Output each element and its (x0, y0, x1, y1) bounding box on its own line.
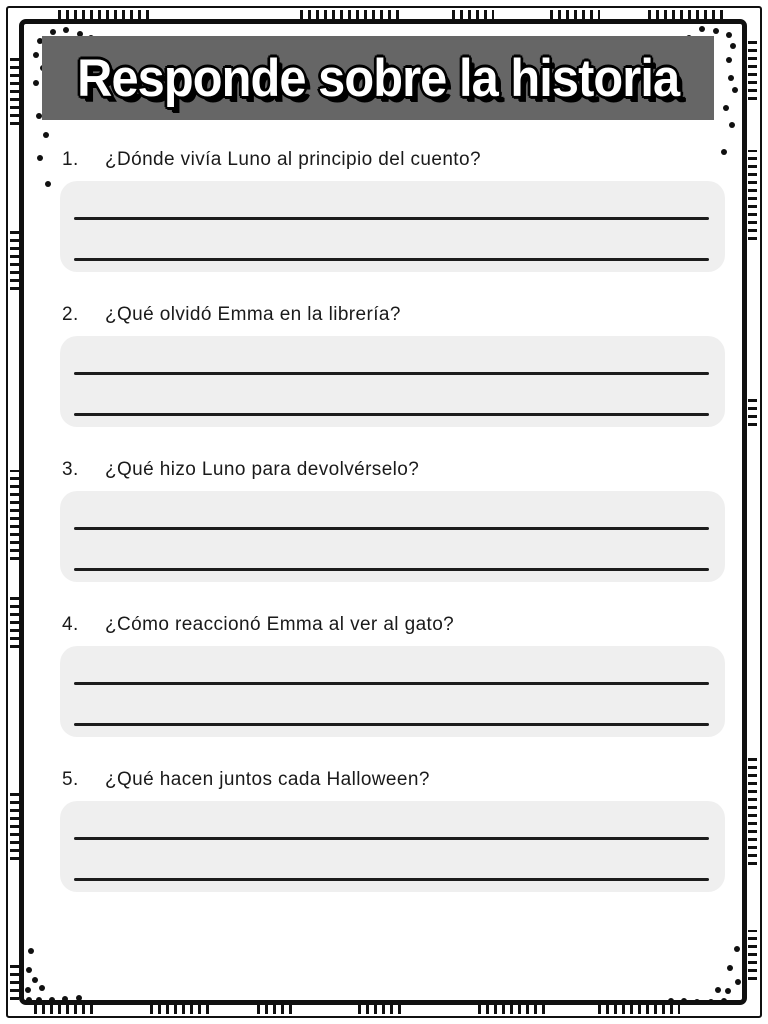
question-number: 2. (62, 304, 79, 325)
frame-ticks-right (748, 40, 757, 100)
question-list (42, 148, 725, 923)
question-number: 4. (62, 614, 79, 635)
question-text: ¿Qué hacen juntos cada Halloween? (105, 769, 430, 790)
answer-line (74, 372, 709, 375)
answer-line (74, 217, 709, 220)
corner-dots-top-right (699, 26, 705, 32)
frame-ticks-left (10, 470, 19, 560)
answer-line (74, 723, 709, 726)
answer-box[interactable] (60, 181, 725, 272)
frame-ticks-left (10, 592, 19, 648)
question-number: 1. (62, 149, 79, 170)
answer-line (74, 682, 709, 685)
frame-ticks-top (550, 10, 600, 19)
question-item-4 (42, 613, 725, 737)
question-item-5 (42, 768, 725, 892)
frame-ticks-bottom (358, 1005, 404, 1014)
corner-dots-bottom-right (734, 946, 740, 952)
answer-box[interactable] (60, 646, 725, 737)
question-text: ¿Qué hizo Luno para devolvérselo? (105, 459, 420, 480)
frame-ticks-top (648, 10, 724, 19)
page-title: Responde sobre la historia (77, 48, 679, 108)
answer-box[interactable] (60, 801, 725, 892)
frame-ticks-right (748, 150, 757, 240)
question-text: ¿Qué olvidó Emma en la librería? (105, 304, 401, 325)
frame-ticks-bottom (34, 1005, 98, 1014)
question-item-1 (42, 148, 725, 272)
corner-dots-bottom-left (28, 948, 34, 954)
answer-box[interactable] (60, 336, 725, 427)
frame-ticks-top (58, 10, 154, 19)
frame-ticks-top (300, 10, 400, 19)
question-row (42, 148, 725, 172)
frame-ticks-bottom (598, 1005, 680, 1014)
frame-ticks-left (10, 230, 19, 290)
frame-ticks-right (748, 755, 757, 865)
question-text: ¿Cómo reaccionó Emma al ver al gato? (105, 614, 455, 635)
answer-line (74, 568, 709, 571)
frame-ticks-right (748, 930, 757, 980)
frame-ticks-top (452, 10, 494, 19)
answer-line (74, 837, 709, 840)
question-number: 3. (62, 459, 79, 480)
answer-line (74, 413, 709, 416)
frame-ticks-bottom (257, 1005, 293, 1014)
answer-line (74, 878, 709, 881)
frame-ticks-left (10, 960, 19, 1000)
question-number: 5. (62, 769, 79, 790)
question-text: ¿Dónde vivía Luno al principio del cuento? (105, 149, 481, 170)
frame-ticks-bottom (478, 1005, 546, 1014)
frame-ticks-left (10, 790, 19, 860)
corner-dots-top-left (50, 29, 56, 35)
question-item-3 (42, 458, 725, 582)
question-row (42, 303, 725, 327)
question-row (42, 613, 725, 637)
answer-box[interactable] (60, 491, 725, 582)
title-banner (42, 36, 714, 120)
frame-ticks-right (748, 398, 757, 426)
answer-line (74, 258, 709, 261)
question-row (42, 458, 725, 482)
answer-line (74, 527, 709, 530)
frame-ticks-left (10, 55, 19, 125)
question-item-2 (42, 303, 725, 427)
question-row (42, 768, 725, 792)
frame-ticks-bottom (150, 1005, 210, 1014)
